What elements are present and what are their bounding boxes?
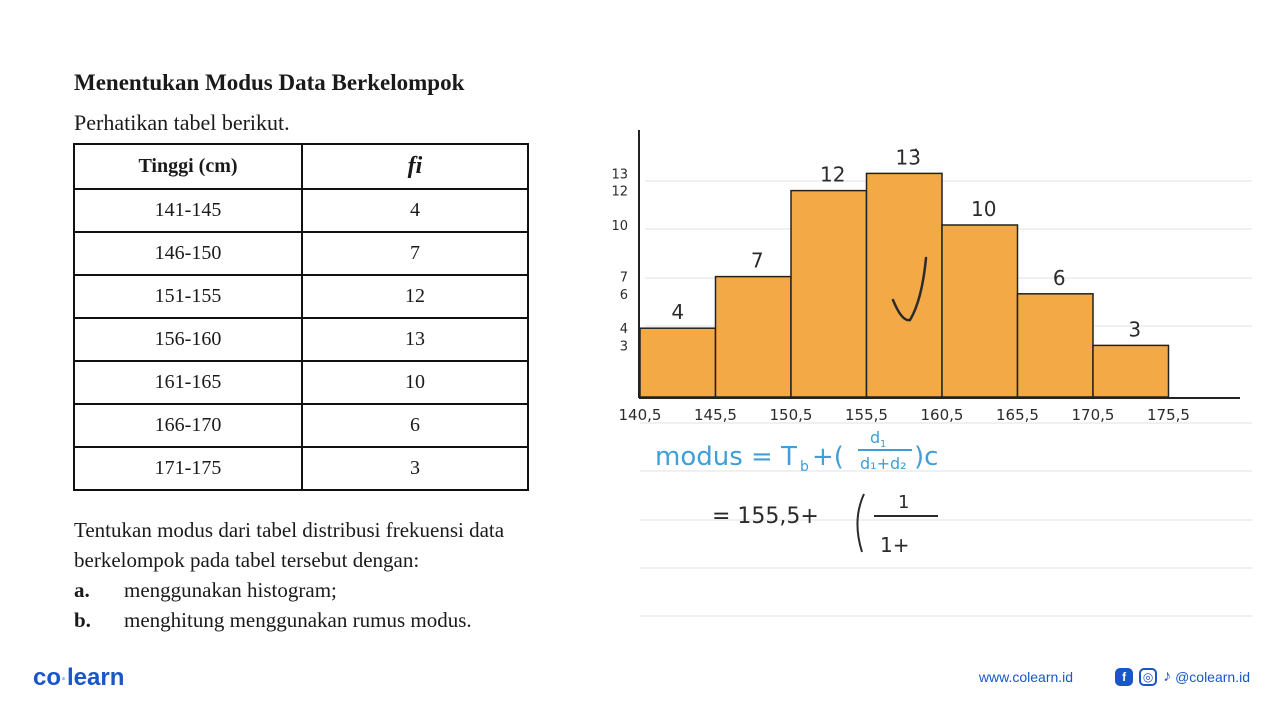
logo-right: learn [67,664,125,691]
y-tick-label: 7 [619,270,628,286]
cell-interval: 171-175 [74,447,302,490]
instagram-icon[interactable]: ◎ [1139,668,1157,686]
y-tick-label: 12 [611,184,628,200]
formula-plus: +( [812,442,844,472]
cell-interval: 151-155 [74,275,302,318]
y-tick-label: 4 [619,322,628,338]
cell-interval: 141-145 [74,189,302,232]
footer-social [979,668,1250,686]
histogram-bar [867,173,943,397]
x-boundary-labels [619,406,1190,424]
cell-frequency: 3 [302,447,528,490]
histogram-bar [791,191,867,397]
histogram-bar [1018,294,1094,397]
computation-start: = 155,5+ [712,504,819,529]
x-boundary-label: 170,5 [1071,406,1115,424]
option-a-text: menggunakan histogram; [124,578,337,602]
computation-denominator: 1+ [880,533,910,557]
option-b-label: b. [74,608,91,632]
cell-interval: 161-165 [74,361,302,404]
bar-value-label: 10 [971,197,997,221]
colearn-logo [33,664,124,692]
cell-frequency: 12 [302,275,528,318]
histogram-bar [942,225,1018,397]
histogram-bar [640,328,716,397]
bar-value-label: 6 [1052,265,1066,290]
open-paren [857,494,864,552]
histogram-bar [1093,345,1169,397]
x-boundary-label: 145,5 [694,406,737,424]
x-boundary-label: 175,5 [1147,406,1190,424]
bar-value-label: 7 [750,248,764,273]
cell-interval: 156-160 [74,318,302,361]
social-handle[interactable]: @colearn.id [1175,669,1250,685]
logo-left: co [33,664,62,691]
website-link[interactable]: www.colearn.id [978,669,1074,685]
cell-frequency: 13 [302,318,528,361]
computation-numerator: 1 [898,492,910,513]
formula-lhs: modus = T [655,442,797,472]
header-frequency: fi [302,144,528,189]
cell-frequency: 7 [302,232,528,275]
page-title: Menentukan Modus Data Berkelompok [74,70,465,95]
x-boundary-label: 165,5 [996,406,1039,424]
header-height: Tinggi (cm) [74,144,302,189]
x-boundary-label: 160,5 [920,406,964,424]
y-tick-labels [611,167,628,354]
logo-dot: · [61,669,68,689]
question-line-2: berkelompok pada tabel tersebut dengan: [74,548,420,572]
formula-numerator: d [870,428,881,447]
computation-line [712,492,938,557]
cell-frequency: 6 [302,404,528,447]
cell-frequency: 4 [302,189,528,232]
formula-numerator-sub: 1 [880,439,887,450]
intro-text: Perhatikan tabel berikut. [74,110,290,135]
cell-frequency: 10 [302,361,528,404]
modus-formula [655,428,938,475]
x-boundary-label: 140,5 [618,406,662,424]
option-b-text: menghitung menggunakan rumus modus. [124,608,472,632]
histogram-bar [716,277,792,397]
y-tick-label: 6 [619,287,628,303]
y-tick-label: 13 [611,167,628,183]
bar-value-label: 4 [671,300,685,325]
option-a-label: a. [74,578,90,602]
question-line-1: Tentukan modus dari tabel distribusi frekuensi data [74,518,505,542]
cell-interval: 146-150 [74,232,302,275]
formula-denominator: d₁+d₂ [860,454,907,473]
x-boundary-label: 150,5 [769,406,813,424]
cell-interval: 166-170 [74,404,302,447]
bar-value-label: 13̇ [895,145,921,170]
facebook-icon[interactable]: f [1115,668,1133,686]
histogram-bars [640,173,1169,397]
y-tick-label: 10 [611,219,628,234]
bar-value-label: 3 [1128,317,1142,342]
formula-subscript: b [800,459,809,475]
bar-value-label: 12 [820,162,846,187]
y-tick-label: 3 [619,339,628,355]
tiktok-icon[interactable]: ♪ [1163,668,1172,685]
formula-tail: )c [914,442,939,472]
x-boundary-label: 155,5 [845,406,888,424]
